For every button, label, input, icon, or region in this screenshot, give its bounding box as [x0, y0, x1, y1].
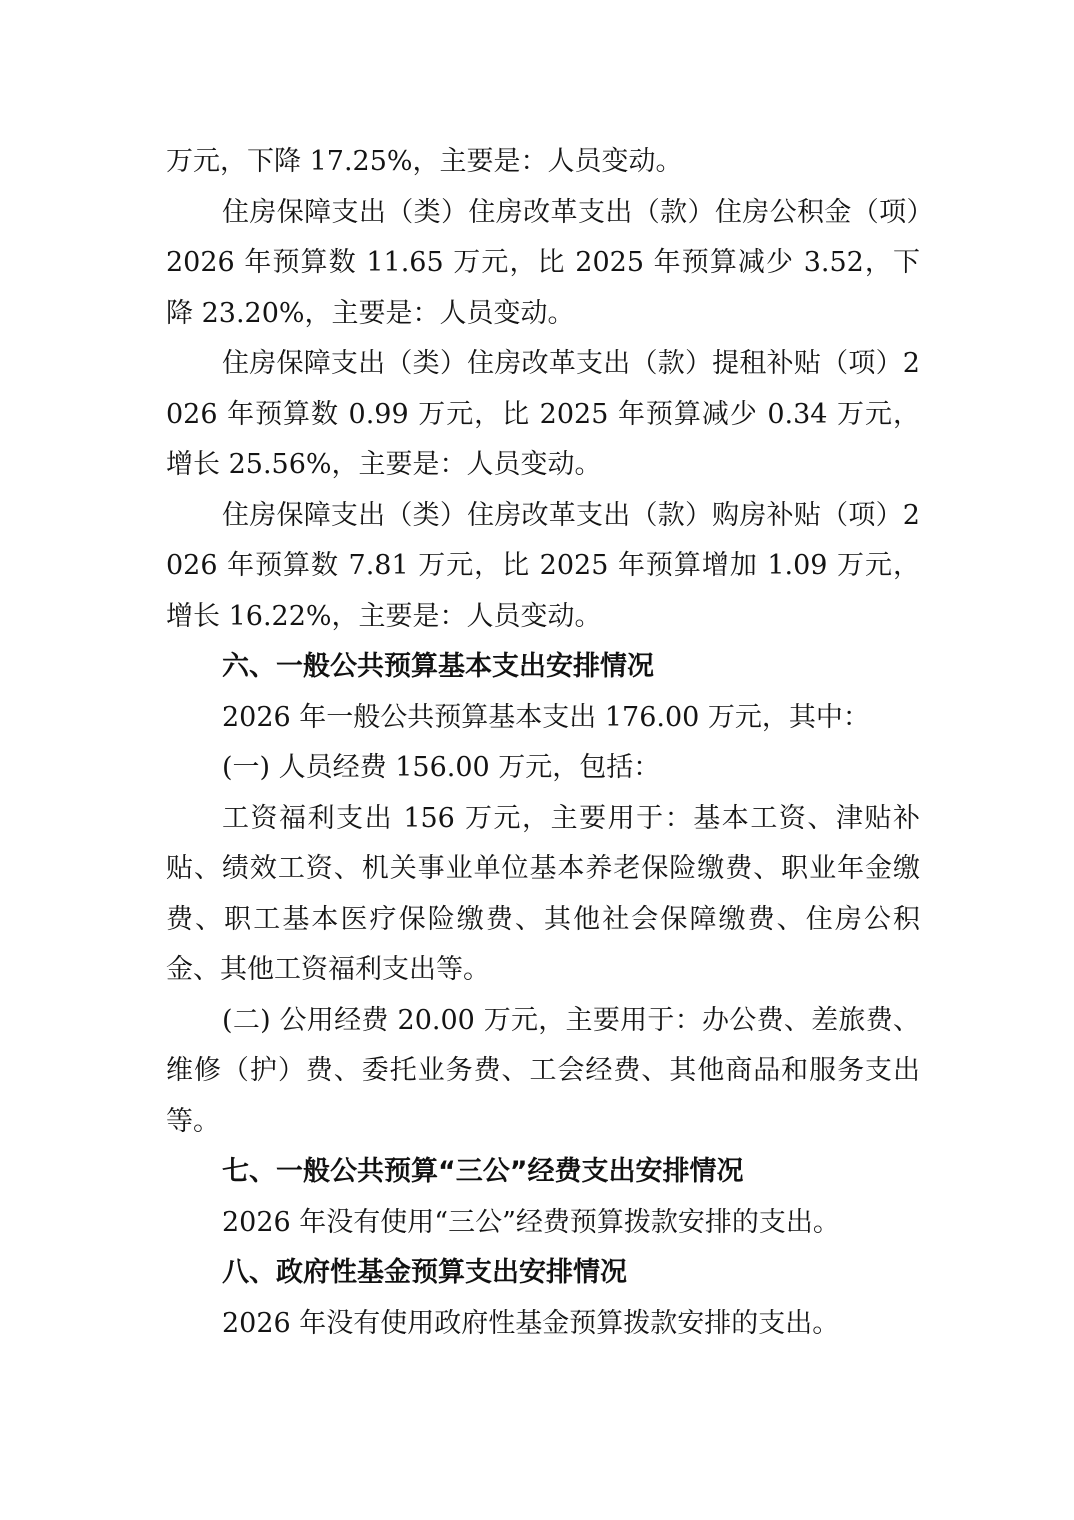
- section-heading-three-public-expenses: 七、一般公共预算“三公”经费支出安排情况: [222, 1156, 744, 1187]
- paragraph-government-fund-none: 2026 年没有使用政府性基金预算拨款安排的支出。: [222, 1307, 840, 1339]
- paragraph-housing-purchase-subsidy: 住房保障支出（类）住房改革支出（款）购房补贴（项）2026 年预算数 7.81 万元，比 2025 年预算增加 1.09 万元，增长 16.22%，主要是：人员变动。: [166, 499, 920, 632]
- paragraph-rent-subsidy: 住房保障支出（类）住房改革支出（款）提租补贴（项）2026 年预算数 0.99 万元，比 2025 年预算减少 0.34 万元，增长 25.56%，主要是：人员变动。: [166, 348, 920, 480]
- section-heading-basic-expenditure: 六、一般公共预算基本支出安排情况: [222, 651, 654, 682]
- paragraph-personnel-expenses: (一) 人员经费 156.00 万元，包括：: [222, 752, 661, 783]
- paragraph-wages-benefits: 工资福利支出 156 万元，主要用于：基本工资、津贴补贴、绩效工资、机关事业单位基本养老保险缴费、职业年金缴费、职工基本医疗保险缴费、其他社会保障缴费、住房公积金、其他工资福利支出等。: [166, 802, 920, 985]
- document-body: [166, 137, 920, 1349]
- paragraph-basic-expenditure-total: 2026 年一般公共预算基本支出 176.00 万元，其中：: [222, 701, 870, 733]
- paragraph-three-public-expenses-none: 2026 年没有使用“三公”经费预算拨款安排的支出。: [222, 1206, 840, 1238]
- paragraph-housing-decline-continued: 万元，下降 17.25%，主要是：人员变动。: [166, 146, 683, 177]
- section-heading-government-fund: 八、政府性基金预算支出安排情况: [222, 1257, 627, 1288]
- paragraph-housing-provident-fund: 住房保障支出（类）住房改革支出（款）住房公积金（项）2026 年预算数 11.65 万元，比 2025 年预算减少 3.52，下降 23.20%，主要是：人员变动。: [166, 196, 920, 329]
- paragraph-public-expenses: (二) 公用经费 20.00 万元，主要用于：办公费、差旅费、维修（护）费、委托业务费、工会经费、其他商品和服务支出等。: [166, 1004, 920, 1137]
